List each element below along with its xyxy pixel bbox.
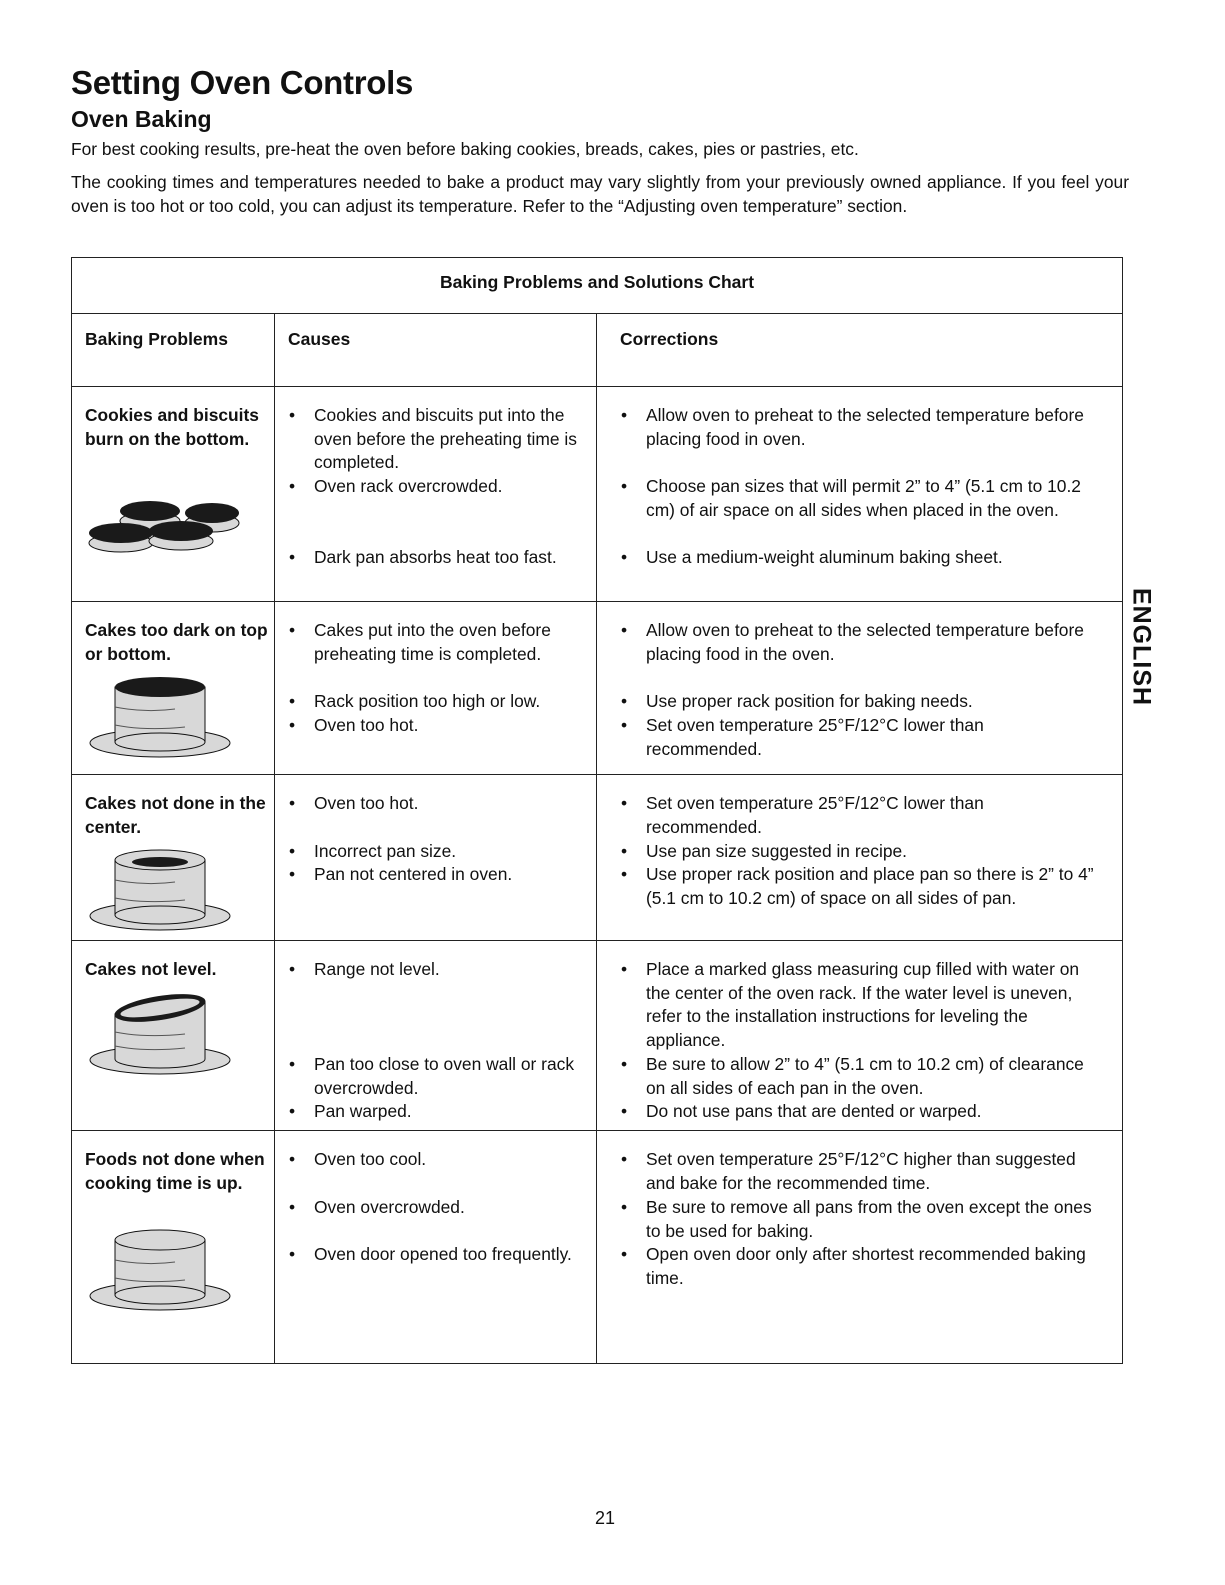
chart-title: Baking Problems and Solutions Chart xyxy=(439,272,755,292)
cause-item: • Cookies and biscuits put into the oven before the preheating time is completed. xyxy=(287,404,584,475)
problem-label: Foods not done when cooking time is up. xyxy=(85,1149,265,1193)
cause-item: • Rack position too high or low. xyxy=(287,690,584,714)
correction-item: • Allow oven to preheat to the selected temperature before placing food in the oven. xyxy=(619,619,1094,666)
header-divider xyxy=(72,313,1122,314)
cause-item: • Range not level. xyxy=(287,958,584,982)
problem-label: Cakes too dark on top or bottom. xyxy=(85,620,268,664)
correction-item: • Do not use pans that are dented or warped. xyxy=(619,1100,1094,1124)
cause-item: • Oven too hot. xyxy=(287,792,584,816)
correction-item: • Be sure to remove all pans from the oven except the ones to be used for baking. xyxy=(619,1196,1094,1243)
cause-item: • Oven too cool. xyxy=(287,1148,584,1172)
correction-item: • Open oven door only after shortest recommended baking time. xyxy=(619,1243,1094,1290)
table-row xyxy=(72,1130,1122,1365)
correction-item: • Use proper rack position and place pan so there is 2” to 4” (5.1 cm to 10.2 cm) of space on all sides of pan. xyxy=(619,863,1094,910)
intro-paragraph-2: The cooking times and temperatures needed to bake a product may vary slightly from your previously owned appliance. If you feel your oven is too hot or too cold, you can adjust its temperature. Refer to the “Adjusting oven temperature” section. xyxy=(71,172,1129,216)
cause-item: • Pan too close to oven wall or rack overcrowded. xyxy=(287,1053,584,1100)
cause-item: • Pan not centered in oven. xyxy=(287,863,584,887)
column-header-causes: Causes xyxy=(288,329,351,349)
correction-item: • Set oven temperature 25°F/12°C higher than suggested and bake for the recommended time. xyxy=(619,1148,1094,1195)
correction-item: • Set oven temperature 25°F/12°C lower than recommended. xyxy=(619,792,1094,839)
correction-item: • Use a medium-weight aluminum baking sheet. xyxy=(619,546,1094,570)
cause-item: • Incorrect pan size. xyxy=(287,840,584,864)
language-tab xyxy=(1123,572,1159,722)
cause-item: • Oven overcrowded. xyxy=(287,1196,584,1220)
cake-icon xyxy=(85,1220,235,1315)
cause-item: • Pan warped. xyxy=(287,1100,584,1124)
problem-label: Cakes not done in the center. xyxy=(85,793,266,837)
correction-item: • Be sure to allow 2” to 4” (5.1 cm to 10.2 cm) of clearance on all sides of each pan in the oven. xyxy=(619,1053,1094,1100)
intro-paragraph-1: For best cooking results, pre-heat the oven before baking cookies, breads, cakes, pies or pastries, etc. xyxy=(71,139,859,159)
table-row xyxy=(72,601,1122,774)
correction-item: • Choose pan sizes that will permit 2” to 4” (5.1 cm to 10.2 cm) of air space on all sides when placed in the oven. xyxy=(619,475,1094,522)
problem-label: Cakes not level. xyxy=(85,959,217,979)
cookies-icon xyxy=(85,481,255,566)
page-title: Setting Oven Controls xyxy=(71,64,414,101)
table-row xyxy=(72,774,1122,940)
column-header-problems: Baking Problems xyxy=(85,329,228,349)
dark-cake-icon xyxy=(85,667,235,762)
language-label: ENGLISH xyxy=(1127,587,1156,707)
cause-item: • Oven door opened too frequently. xyxy=(287,1243,584,1267)
correction-item: • Use proper rack position for baking needs. xyxy=(619,690,1094,714)
cause-item: • Dark pan absorbs heat too fast. xyxy=(287,546,584,570)
correction-item: • Use pan size suggested in recipe. xyxy=(619,840,1094,864)
column-header-corrections: Corrections xyxy=(620,329,719,349)
underdone-cake-icon xyxy=(85,840,235,935)
table-row xyxy=(72,386,1122,601)
tilted-cake-icon xyxy=(85,984,235,1079)
correction-item: • Set oven temperature 25°F/12°C lower than recommended. xyxy=(619,714,1094,761)
table-row xyxy=(72,940,1122,1130)
cause-item: • Cakes put into the oven before preheating time is completed. xyxy=(287,619,584,666)
baking-problems-chart xyxy=(71,257,1123,1364)
problem-label: Cookies and biscuits burn on the bottom. xyxy=(85,405,259,449)
cause-item: • Oven too hot. xyxy=(287,714,584,738)
cause-item: • Oven rack overcrowded. xyxy=(287,475,584,499)
correction-item: • Allow oven to preheat to the selected temperature before placing food in oven. xyxy=(619,404,1094,451)
section-title: Oven Baking xyxy=(71,106,212,132)
page-number: 21 xyxy=(594,1508,616,1528)
correction-item: • Place a marked glass measuring cup filled with water on the center of the oven rack. If the water level is uneven, refer to the installation instructions for leveling the appliance. xyxy=(619,958,1094,1052)
